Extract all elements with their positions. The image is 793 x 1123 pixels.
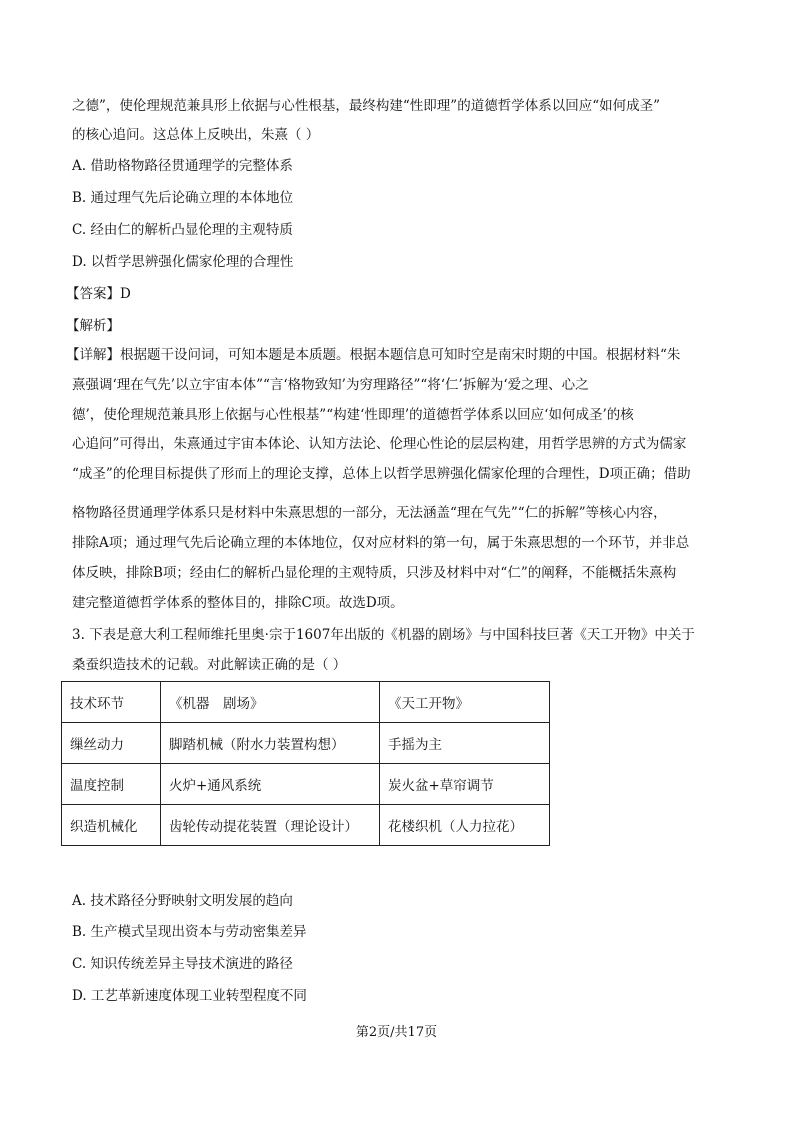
q2-option-c: C. 经由仁的解析凸显伦理的主观特质 [72,222,293,238]
table-cell: 花楼织机（人力拉花） [380,805,550,846]
q2-option-b: B. 通过理气先后论确立理的本体地位 [72,190,294,206]
q2-detail-line-9: 建完整道德哲学体系的整体目的，排除C项。故选D项。 [72,595,404,611]
tech-comparison-table [61,681,550,846]
table-cell: 缫丝动力 [62,723,161,764]
q2-detail-line-3: 德’，使伦理规范兼具形上依据与心性根基”“构建‘性即理’的道德哲学体系以回应‘如何成圣’的核 [72,407,634,423]
q2-option-d: D. 以哲学思辨强化儒家伦理的合理性 [72,254,294,270]
table-row [62,723,550,764]
q3-option-c: C. 知识传统差异主导技术演进的路径 [72,956,293,972]
q2-detail-line-2: 熹强调‘理在气先’以立宇宙本体”“言‘格物致知’为穷理路径”“将‘仁’拆解为‘爱之理、心之 [72,377,589,393]
table-header-cell: 技术环节 [62,682,161,723]
q2-text-line-1: 之德”，使伦理规范兼具形上依据与心性根基，最终构建“性即理”的道德哲学体系以回应“如何成圣” [72,98,661,114]
table-row [62,805,550,846]
q3-stem-line-2: 桑蚕织造技术的记载。对此解读正确的是（ ） [72,657,347,673]
q2-analysis-label: 【解析】 [66,318,120,334]
q2-option-a: A. 借助格物路径贯通理学的完整体系 [72,158,293,174]
table-header-cell: 《机器 剧场》 [161,682,380,723]
q3-option-a: A. 技术路径分野映射文明发展的趋向 [72,893,293,909]
q3-stem-line-1: 3. 下表是意大利工程师维托里奥·宗于1607年出版的《机器的剧场》与中国科技巨著《天工开物》中关于 [72,627,695,643]
table-row [62,764,550,805]
table-cell: 织造机械化 [62,805,161,846]
page-footer: 第2页/共17页 [355,1025,438,1040]
q2-detail-line-5: “成圣”的伦理目标提供了形而上的理论支撑，总体上以哲学思辨强化儒家伦理的合理性，D项正确；借助 [72,466,691,482]
q2-detail-line-7: 排除A项；通过理气先后论确立理的本体地位，仅对应材料的第一句，属于朱熹思想的一个环节，并非总 [72,535,690,551]
table-header-row [62,682,550,723]
q3-option-b: B. 生产模式呈现出资本与劳动密集差异 [72,924,307,940]
table-cell: 温度控制 [62,764,161,805]
q2-detail-line-8: 体反映，排除B项；经由仁的解析凸显伦理的主观特质，只涉及材料中对“仁”的阐释，不能概括朱熹构 [72,565,677,581]
table-header-cell: 《天工开物》 [380,682,550,723]
table-cell: 火炉+通风系统 [161,764,380,805]
q3-option-d: D. 工艺革新速度体现工业转型程度不同 [72,988,307,1004]
q2-text-line-2: 的核心追问。这总体上反映出，朱熹（ ） [72,127,320,143]
table-cell: 手摇为主 [380,723,550,764]
table-cell: 齿轮传动提花装置（理论设计） [161,805,380,846]
q2-detail-line-4: 心追问”可得出，朱熹通过宇宙本体论、认知方法论、伦理心性论的层层构建，用哲学思辨的方式为儒家 [72,436,687,452]
table-cell: 炭火盆+草帘调节 [380,764,550,805]
table-cell: 脚踏机械（附水力装置构想） [161,723,380,764]
q2-detail-line-6: 格物路径贯通理学体系只是材料中朱熹思想的一部分，无法涵盖“理在气先”“仁的拆解”等核心内容， [72,505,667,521]
q2-answer: 【答案】D [66,286,131,302]
q2-detail-line-1: 【详解】根据题干设问词，可知本题是本质题。根据本题信息可知时空是南宋时期的中国。根据材料“朱 [66,347,681,363]
